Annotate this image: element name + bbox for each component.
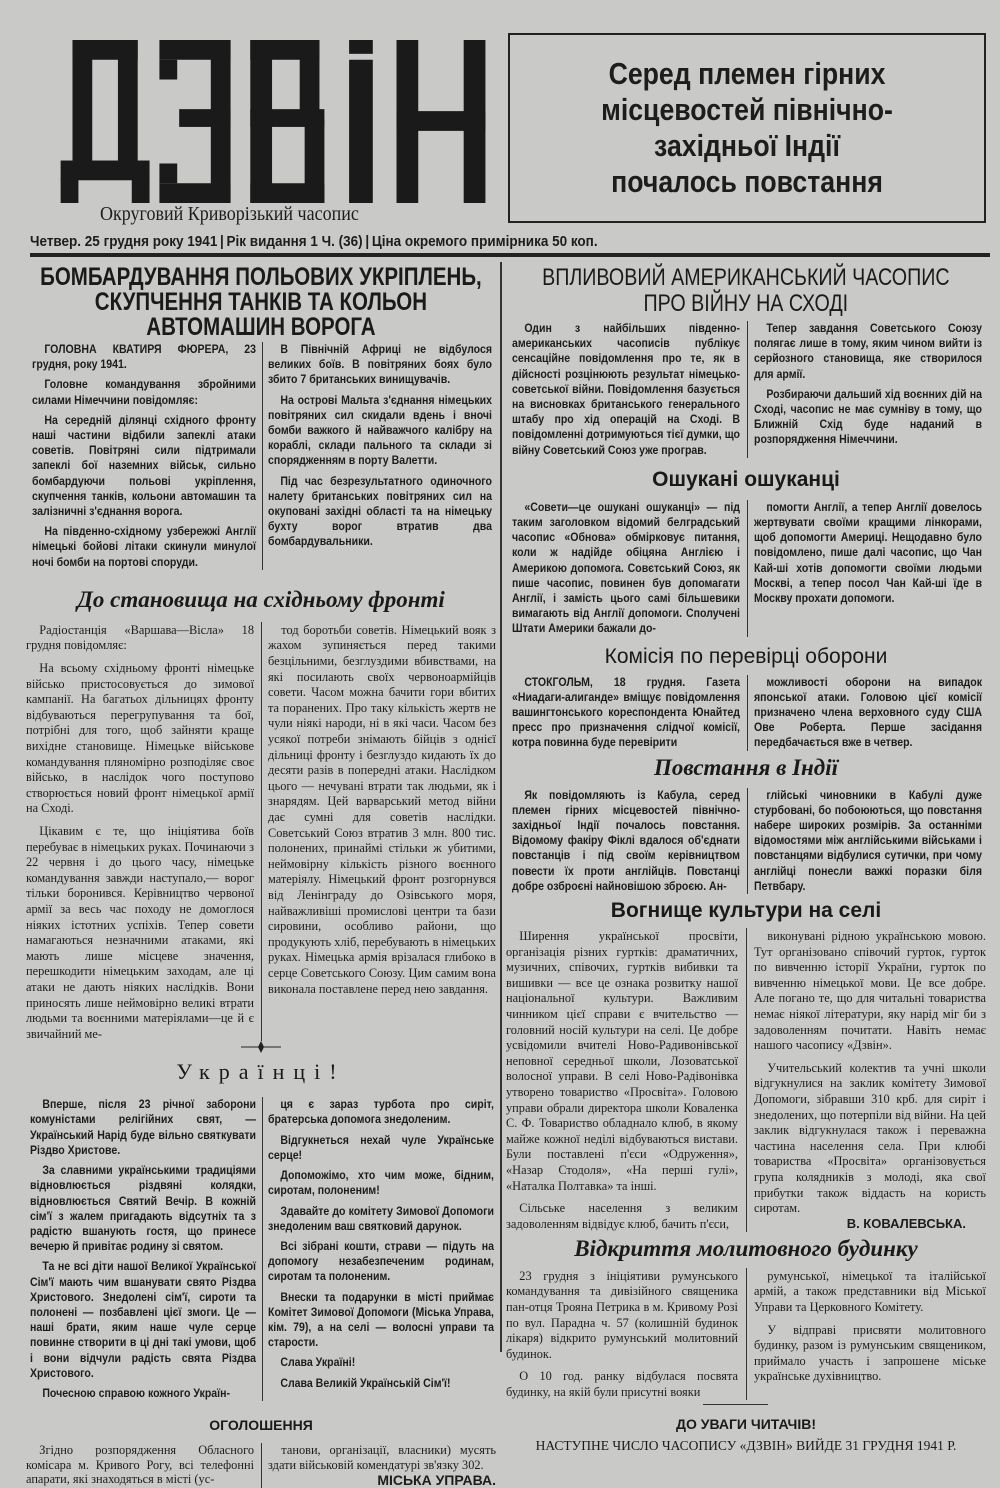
eastern-front-col-1	[26, 622, 254, 1041]
column-text	[268, 1097, 494, 1390]
column-text	[512, 321, 740, 458]
paragraph: СТОКГОЛЬМ, 18 грудня. Газета «Ниадаги-алиганде» вміщує повідомлення вашингтонського кореспондента Юнайтед пресс про призначення слідчої комісії, котра повинна буде перевірити	[512, 674, 740, 750]
paragraph: Один з найбільших південно-американських часописів публікує сенсаційне повідомлення про те, як в дійсності розцінюють результат німецько-советської війни. Повідомлення базується на висновках британського генерального штабу про хід операцій на Сході. В повідомленні дотримуються тієї думки, що війну Советський Союз уже програв.	[512, 321, 740, 457]
culture-col-1	[506, 928, 738, 1231]
paragraph: На всьому східньому фронті німецьке військо пристосовується до зимової кампанії. На багатьох дільницях фронту відбуваються перегрупування та бої, потрібні для того, щоб зайняти краще вихідне становище. Німецьке військове командування пляномірно розподіляє своє військо, в наслідок чого поступово створюється новий фронт німецької армії на Сході.	[26, 660, 254, 816]
lead-headline-box	[508, 33, 986, 223]
paragraph: Слава Великій Українській Сім'ї!	[280, 1375, 451, 1390]
page-column-divider	[500, 262, 502, 1352]
announcement-signature: МІСЬКА УПРАВА.	[377, 1472, 496, 1488]
prayer-house-col-1	[506, 1268, 738, 1400]
paragraph: О 10 год. ранку відбулася посвята будинку, на якій були присутні вояки	[506, 1368, 738, 1399]
deceived-col-2	[754, 500, 982, 606]
column-separator	[262, 342, 263, 570]
column-text	[754, 500, 982, 606]
headline-line: ПРО ВІЙНУ НА СХОДІ	[643, 290, 849, 317]
uprising-headline: Повстання в Індії	[653, 754, 839, 780]
masthead-lettering	[61, 40, 486, 203]
paragraph: Вперше, після 23 річної заборони комуністами релігійних свят, — Український Нарід буде вільно святкувати Різдво Христове.	[30, 1097, 256, 1157]
newspaper-subtitle: Округовий Криворізький часопис	[100, 203, 359, 225]
column-text	[268, 622, 496, 996]
eastern-front-headline: До становища на східньому фронті	[77, 586, 445, 612]
paragraph: На середній ділянці східного фронту наші частини відбили запеклі атаки советів. Повітряні сили підтримали запеклі бої наземних військ, сильно бомбардуючи польові укріплення, скупчення танків, кольони автомашин та залізничні з'єднання ворога.	[32, 412, 256, 519]
right-page-column	[506, 265, 986, 1454]
left-page-column	[26, 265, 496, 1488]
dateline: Четвер. 25 грудня року 1941 | Рік видання 1 Ч. (36) | Ціна окремого примірника 50 коп.	[30, 233, 598, 250]
issue-date: Четвер. 25 грудня року 1941	[30, 233, 218, 250]
headline-line: БОМБАРДУВАННЯ ПОЛЬОВИХ УКРІПЛЕНЬ,	[40, 263, 482, 291]
paragraph: Та не всі діти нашої Великої Української Сім'ї мають чим вшанувати свято Різдва Христового. Знедолені сім'ї, сироти та полонені — позбавлені цієї змоги. Це — наші брати, яким наше чуле серце повинне створити в ці дні такі умови, щоб і вони відчули радість свята Різдва Христового.	[30, 1259, 256, 1380]
bombing-col-1	[32, 342, 256, 570]
column-text	[512, 500, 740, 637]
paragraph: Всі зібрані кошти, страви — підуть на допомогу незабезпеченим родинам, сиротам та полоненим.	[268, 1238, 494, 1284]
paragraph: Слава Україні!	[280, 1355, 356, 1370]
headline-line: ВПЛИВОВИЙ АМЕРИКАНСЬКИЙ ЧАСОПИС	[542, 264, 950, 291]
column-text	[32, 342, 256, 570]
readers-notice-text: НАСТУПНЕ ЧИСЛО ЧАСОПИСУ «ДЗВІН» ВИЙДЕ 31 ГРУДНЯ 1941 Р.	[535, 1437, 957, 1453]
headline-line: АВТОМАШИН ВОРОГА	[146, 313, 376, 341]
ukrainians-article	[26, 1097, 496, 1401]
paragraph: Ширення української просвіти, організація різних гуртків: драматичних, музичних, співочих, гуртків вибивки та вишивки — все це ознака розвитку нашої національної культури. Важливим чинником цієї справи є вчительство — головний носій культури на селі. Це добре усвідомили вчителі Ново-Радивонівської неповної середньої школи, Лозоватської волосної управи. В селі Ново-Радівонівка утворено товариство «Просвіта». Головою управи обрали директора школи Коваленка С. Ф. Товариство обладнало клюб, в якому майже кожної неділі відбуваються вистави. Були поставлені п'єси «Одруження», «Назар Стодоля», «На перші гулі», «Наталка Полтавка» та інші.	[506, 928, 738, 1193]
ukrainians-headline: Українці!	[176, 1059, 346, 1085]
american-paper-title	[506, 265, 986, 317]
american-paper-headline	[506, 265, 986, 317]
announcement-col-2	[268, 1443, 496, 1488]
paragraph: Внески та подарунки в місті приймає Комітет Зимової Допомоги (Міська Управа, кім. 79), а на селі — волосні управи та старости.	[268, 1289, 494, 1350]
column-separator	[746, 928, 747, 1232]
column-text	[26, 622, 254, 1041]
short-rule	[703, 1404, 768, 1405]
issue-number: Рік видання 1 Ч. (36)	[226, 233, 363, 250]
paragraph: помогти Англії, а тепер Англії довелось жертвувати своїми кращими лінкорами, щоб допомогти Америці. Нещодавно було повідомлено, пише далі часопис, що Чан Кай-ші хотів допомогти своїми людьми Москві, а тепер посол Чан Кай-ші їде в Москву прохати допомоги.	[754, 499, 982, 606]
headline-line: СКУПЧЕННЯ ТАНКІВ ТА КОЛЬОН	[94, 288, 428, 316]
column-text	[506, 1268, 738, 1400]
commission-article	[506, 675, 986, 751]
announcement-col-1	[26, 1443, 254, 1487]
column-text	[506, 928, 738, 1231]
column-separator	[747, 788, 748, 894]
paragraph: В Північній Африці не відбулося великих боїв. В повітряних боях було збито 7 британських винищувачів.	[268, 342, 492, 387]
paragraph: глійські чиновники в Кабулі дуже стурбовані, бо побоюються, що повстання набере широких розмірів. За останніми відомостями між англійськими військами і повстанцями відбулися сутички, при чому англійці понесли важкі поразки біля Петвбару.	[754, 787, 982, 893]
uprising-article	[506, 788, 986, 894]
paragraph: На південно-східному узбережжі Англії німецькі бойові літаки скинули минулої ночі бомби на портові споруди.	[32, 524, 256, 569]
paragraph: можливості оборони на випадок японської атаки. Головою цієї комісії призначено члена верховного суду США Ове Роберта. Перше засідання передбачається вже в четвер.	[754, 674, 982, 750]
column-separator	[747, 500, 748, 637]
eastern-front-article	[26, 622, 496, 1041]
paragraph: Сільське населення з великим задоволенням відвідує клюб, бачить п'єси,	[506, 1200, 738, 1231]
paragraph: Як повідомляють із Кабула, серед племен гірних місцевостей північно-західньої Індії почалось повстання. Відомому факіру Фіклі вдалося об'єднати повстанців і під своїм керівництвом повести їх проти англійців. Повстанці добре озброєні найновішою зброєю. Ан-	[512, 787, 740, 893]
ukrainians-col-1	[30, 1097, 256, 1401]
american-paper-article	[506, 321, 986, 458]
column-separator	[747, 321, 748, 458]
column-text	[30, 1097, 256, 1401]
column-text	[754, 1268, 986, 1384]
readers-notice-headline: ДО УВАГИ ЧИТАЧІВ!	[676, 1415, 816, 1432]
paragraph: На острові Мальта з'єднання німецьких повітряних сил скидали вдень і вночі бомби важкого й найважчого калібру на кораблі, склади пального та склади зі спорядженням в порту Валетти.	[268, 392, 492, 468]
paragraph: Допоможімо, хто чим може, бідним, сиротам, полоненим!	[268, 1168, 494, 1198]
column-separator	[262, 1097, 263, 1401]
column-text	[754, 321, 982, 448]
deceived-col-1	[512, 500, 740, 637]
culture-headline: Вогнище культури на селі	[610, 899, 882, 923]
bombing-headline	[26, 265, 496, 340]
american-paper-col-2	[754, 321, 982, 448]
headline-line: місцевостей північно-	[601, 92, 893, 127]
commission-col-1	[512, 675, 740, 751]
prayer-house-col-2	[754, 1268, 986, 1384]
headline-line: Серед племен гірних	[608, 56, 886, 91]
headline-line: західньої Індії	[654, 128, 840, 163]
paragraph: тод боротьби советів. Німецький вояк з жахом зупиняється перед такими безцільними, безглуздими вбивствами, на які посилають своїх червоноармійців совети. Часом можна бачити гори вбитих та поранених. Про таку кількість жертв не чули ніякі народи, ні в які часи. Часом без усякої потреби знімають бійців з однієї дільниці фронту і безглуздо кидають їх до десяти разів в попередні атаки. Наслідком цього — нечувані втрати так людьми, як і знарядям. Цей варварський метод війни дає сумні для советів наслідки. Советський Союз втратив 3 млн. 800 тис. полонених, принаймі стільки ж убитими, неймовірну кількість різного воєнного матеріялу. Німецький фронт розгорнувся від Ленінграду до Озівського моря, найважливіші промислові центри та бази сировини, особливо райони, що продукують хліб, перебувають в німецьких руках. Німецька армія врізалася глибоко в серце Советського Союзу. Цим самим вона виконала поставлене перед нею завдання.	[268, 621, 496, 996]
paragraph: Почесною справою кожного Україн-	[42, 1385, 231, 1400]
paragraph: 23 грудня з ініціятиви румунського командування та дивізійного священика пан-отця Трояна Петрика в м. Кривому Розі по вул. Парадна ч. 57 (колишній будинок лікаря) відкрито румунський молитовний будинок.	[506, 1267, 738, 1361]
paragraph: ця є зараз турбота про сиріт, братерська допомога знедоленим.	[268, 1097, 494, 1127]
paragraph: Цікавим є те, що ініціятива боїв перебуває в німецьких руках. Починаючи з 22 червня і до цього часу, німецьке командування завжди наступало,— ворог тільки боронився. Керівництво червоної армії за весь час походу не домоглося ніяких істотних успіхів. Тепер совети намагаються незначними атаками, які мають лише місцеве значення, перешкодити німецьким заходам, але ці атаки не дають ніяких наслідків. Вони приносять лише неймовірно великі втрати людьми та воєнними матеріялами—це й є звичайний ме-	[26, 822, 254, 1041]
paragraph: «Совети—це ошукані ошуканці» — під таким заголовком відомий белградський часопис «Обнова» обмірковує питання, коли ж надійде обіцяна Англією і Америкою допомога. Совєтський Союз, як пише часопис, повинен був допомагати Англії, і замість цього самі більшевики вимагають від Англії допомоги. Сполучені Штати Америки бажали до-	[512, 499, 740, 636]
column-text	[754, 788, 982, 894]
paragraph: Головне командування збройними силами Німеччини повідомляє:	[32, 377, 256, 407]
paragraph: Розбираючи дальший хід воєнних дій на Сході, часопис не має сумніву в тому, що Ближній Схід буде наданий в розпорядження Німеччини.	[754, 386, 982, 447]
culture-col-2	[754, 928, 986, 1232]
bombing-col-2	[268, 342, 492, 550]
column-separator	[261, 622, 262, 1041]
paragraph: У відправі присвяти молитовного будинку, разом із румунським священиком, приймало участь і запрошене міське українське духівництво.	[754, 1321, 986, 1384]
deceived-headline: Ошукані ошуканці	[652, 467, 840, 491]
paragraph: Під час безрезультатного одиночного налету британських повітряних сил на окуповані західні області та на німецьку бухту ворог втратив два бомбардувальники.	[268, 473, 492, 549]
column-separator	[746, 1268, 747, 1400]
bombing-article	[26, 342, 496, 570]
paragraph: Учительський колектив та учні школи відгукнулися на заклик комітету Зимової Допомоги, зібравши 310 крб. для сиріт і знедолених, що потерпіли від війни. На цей заклик відгукнулася також і переважна частина населення села. При клюбі товариства «Просвіта» організовується група колядників з молоді, яка свої прибутки також віддасть на користь сиротам.	[754, 1059, 986, 1216]
american-paper-col-1	[512, 321, 740, 458]
announcement-article	[26, 1443, 496, 1488]
column-text	[754, 675, 982, 751]
headline-line: почалось повстання	[611, 164, 883, 199]
column-text	[512, 788, 740, 894]
column-text	[26, 1443, 254, 1487]
diamond-ornament-icon	[241, 1041, 281, 1053]
commission-col-2	[754, 675, 982, 751]
column-separator	[261, 1443, 262, 1488]
column-separator	[747, 675, 748, 751]
paragraph: виконувані рідною українською мовою. Тут організовано співочий гурток, гурток по вивченню історії України, гурток по вивченню німецької мови. Це все добре. Але погано те, що для читальні товариства немає ніякої літератури, яку нарід міг би з задоволенням почитати. Навіть немає нашого часопису «Дзвін».	[754, 928, 986, 1053]
paragraph: Здавайте до комітету Зимової Допомоги знедоленим ваш святковий дарунок.	[268, 1203, 494, 1233]
uprising-col-2	[754, 788, 982, 894]
culture-article	[506, 928, 986, 1232]
issue-price: Ціна окремого примірника 50 коп.	[371, 233, 598, 250]
commission-headline: Комісія по перевірці оборони	[604, 644, 888, 668]
paragraph: Відгукнеться нехай чуле Українське серце!	[268, 1132, 494, 1162]
paragraph: румунської, німецької та італійської армій, а також представники від Міської Управи та Церковного Комітету.	[754, 1267, 986, 1314]
paragraph: Згідно розпорядження Обласного комісара м. Кривого Рогу, всі телефонні апарати, які знаходяться в місті (ус-	[26, 1442, 254, 1487]
prayer-house-headline: Відкриття молитовного будинку	[574, 1235, 918, 1261]
eastern-front-col-2	[268, 622, 496, 996]
lead-headline	[515, 56, 979, 200]
deceived-article	[506, 500, 986, 637]
column-text	[512, 675, 740, 751]
announcement-headline: ОГОЛОШЕННЯ	[209, 1417, 313, 1434]
paragraph: Тепер завдання Советського Союзу полягає лише в тому, яким чином вийти із серйозного становища, яке створилося для армії.	[754, 321, 982, 381]
paragraph: ГОЛОВНА КВАТИРЯ ФЮРЕРА, 23 грудня, року 1941.	[32, 342, 256, 372]
prayer-house-article	[506, 1268, 986, 1400]
column-text	[754, 928, 986, 1216]
culture-signature: В. КОВАЛЕВСЬКА.	[846, 1215, 966, 1231]
column-text	[268, 1443, 496, 1472]
bombing-title	[26, 265, 496, 340]
paragraph: Радіостанція «Варшава—Вісла» 18 грудня повідомляє:	[26, 621, 254, 653]
column-text	[268, 342, 492, 550]
paragraph: За славними українськими традиціями відновлюється різдвяні колядки, відновлюється Святий Вечір. В кожній сім'ї з жалем пригадають відсутніх та з радістю вшанують гостя, що принесе вечерю й привітає родину зі святом.	[30, 1163, 256, 1254]
uprising-col-1	[512, 788, 740, 894]
ornament-divider	[26, 1041, 496, 1053]
paragraph: танови, організації, власники) мусять здати військовій комендатурі зв'язку 302.	[268, 1442, 496, 1472]
masthead-logo	[58, 40, 493, 203]
ukrainians-col-2	[268, 1097, 494, 1390]
masthead-rule	[30, 253, 990, 257]
